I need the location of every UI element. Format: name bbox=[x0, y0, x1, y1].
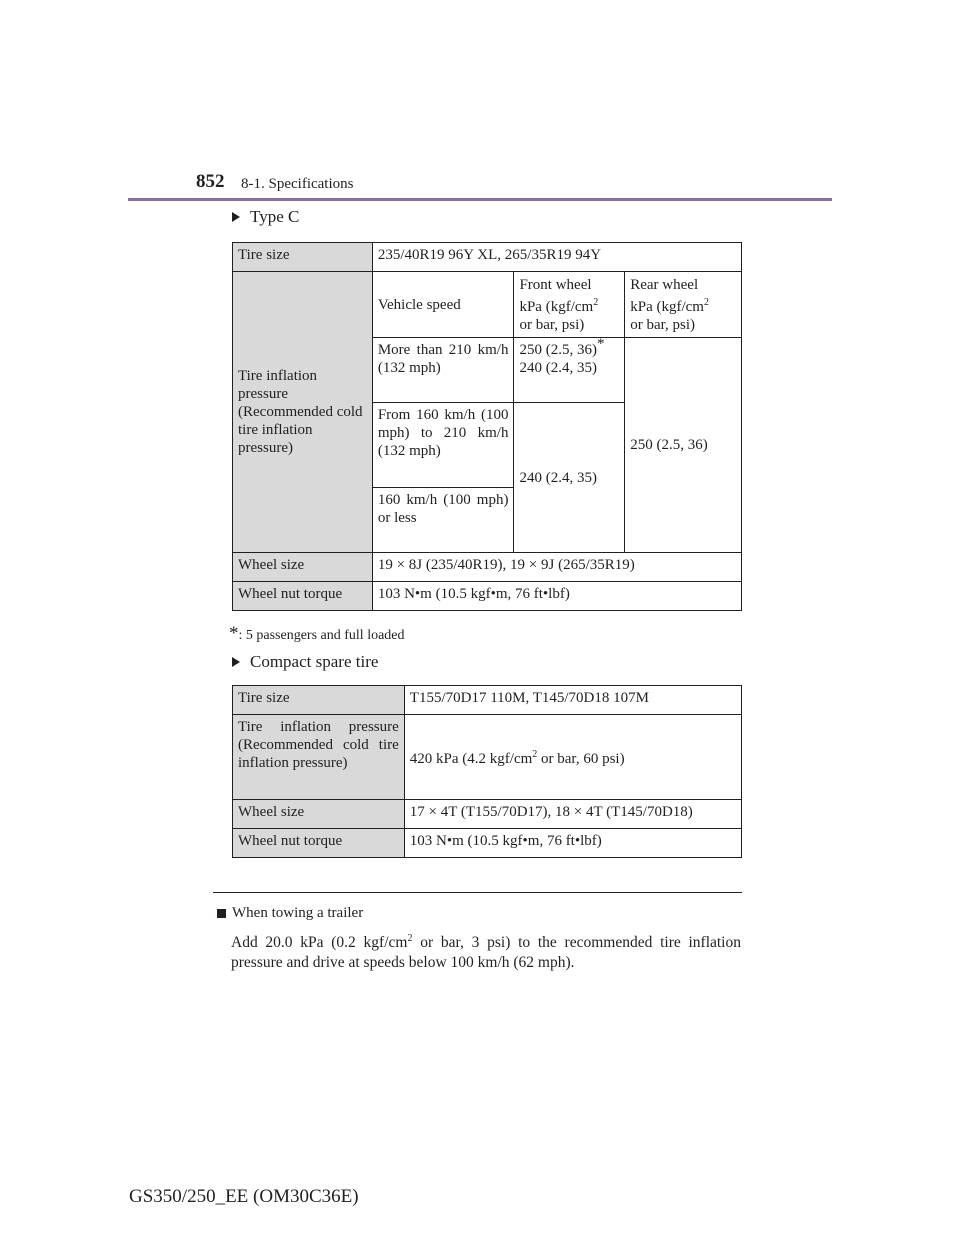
compact-wheel-size-value: 17 × 4T (T155/70D17), 18 × 4T (T145/70D18) bbox=[404, 800, 741, 829]
table-row bbox=[233, 553, 742, 582]
note-title bbox=[217, 905, 363, 922]
type-c-heading bbox=[232, 207, 299, 227]
triangle-bullet-icon bbox=[232, 212, 240, 222]
wheel-nut-torque-value: 103 N•m (10.5 kgf•m, 76 ft•lbf) bbox=[372, 582, 741, 611]
table-row bbox=[233, 272, 742, 338]
wheel-nut-torque-label: Wheel nut torque bbox=[233, 582, 373, 611]
section-title: 8-1. Specifications bbox=[241, 176, 354, 192]
compact-wheel-size-label: Wheel size bbox=[233, 800, 405, 829]
tire-size-value: 235/40R19 96Y XL, 265/35R19 94Y bbox=[372, 243, 741, 272]
speed-160-or-less: 160 km/h (100 mph) or less bbox=[372, 488, 514, 553]
compact-inflation-label: Tire inflation pressure (Recommended cold tire inflation pressure) bbox=[233, 715, 405, 800]
front-wheel-header: Front wheel kPa ($kgf/cm^2$ or bar, psi) bbox=[514, 272, 625, 338]
compact-heading bbox=[232, 652, 378, 672]
table-row bbox=[233, 829, 742, 858]
speed-160-to-210: From 160 km/h (100 mph) to 210 km/h (132 mph) bbox=[372, 403, 514, 488]
wheel-size-value: 19 × 8J (235/40R19), 19 × 9J (265/35R19) bbox=[372, 553, 741, 582]
compact-nut-torque-label: Wheel nut torque bbox=[233, 829, 405, 858]
compact-tire-size-value: T155/70D17 110M, T145/70D18 107M bbox=[404, 686, 741, 715]
footnote-star: * bbox=[229, 623, 239, 644]
note-title-text: When towing a trailer bbox=[232, 905, 364, 921]
compact-inflation-value: 420 kPa (4.2 kgf/$cm^2$ or bar, 60 psi) bbox=[404, 715, 741, 800]
header-rule bbox=[128, 198, 832, 201]
footnote bbox=[229, 623, 405, 645]
table-row bbox=[233, 800, 742, 829]
compact-heading-text: Compact spare tire bbox=[250, 652, 379, 671]
table-row bbox=[233, 582, 742, 611]
footnote-text: : 5 passengers and full loaded bbox=[238, 628, 405, 643]
table-row bbox=[233, 686, 742, 715]
wheel-size-label: Wheel size bbox=[233, 553, 373, 582]
table-row bbox=[233, 243, 742, 272]
square-bullet-icon bbox=[217, 909, 226, 918]
note-body: Add 20.0 kPa (0.2 kgf/$cm^2$ or bar, 3 psi) to the recommended tire inflation pressure and drive at speeds below 100 km/h (62 mph). bbox=[231, 933, 741, 972]
compact-spare-table bbox=[232, 685, 742, 858]
triangle-bullet-icon bbox=[232, 657, 240, 667]
speed-over-210: More than 210 km/h (132 mph) bbox=[372, 338, 514, 403]
rear-pressure-all: 250 (2.5, 36) bbox=[625, 338, 742, 553]
type-c-table bbox=[232, 242, 742, 611]
inflation-label: Tire inflation pressure (Recommended cold tire inflation pressure) bbox=[233, 272, 373, 553]
tire-size-label: Tire size bbox=[233, 243, 373, 272]
footer-model: GS350/250_EE (OM30C36E) bbox=[129, 1186, 359, 1207]
compact-tire-size-label: Tire size bbox=[233, 686, 405, 715]
type-c-heading-text: Type C bbox=[250, 207, 300, 226]
rear-wheel-header: Rear wheel kPa ($kgf/cm^2$ or bar, psi) bbox=[625, 272, 742, 338]
section-divider bbox=[213, 892, 742, 893]
compact-nut-torque-value: 103 N•m (10.5 kgf•m, 76 ft•lbf) bbox=[404, 829, 741, 858]
vehicle-speed-header: Vehicle speed bbox=[372, 272, 514, 338]
front-pressure-over-210: 250 (2.5, 36)* 240 (2.4, 35) bbox=[514, 338, 625, 403]
front-pressure-up-to-210: 240 (2.4, 35) bbox=[514, 403, 625, 553]
page-number: 852 bbox=[196, 171, 225, 192]
table-row bbox=[233, 715, 742, 800]
